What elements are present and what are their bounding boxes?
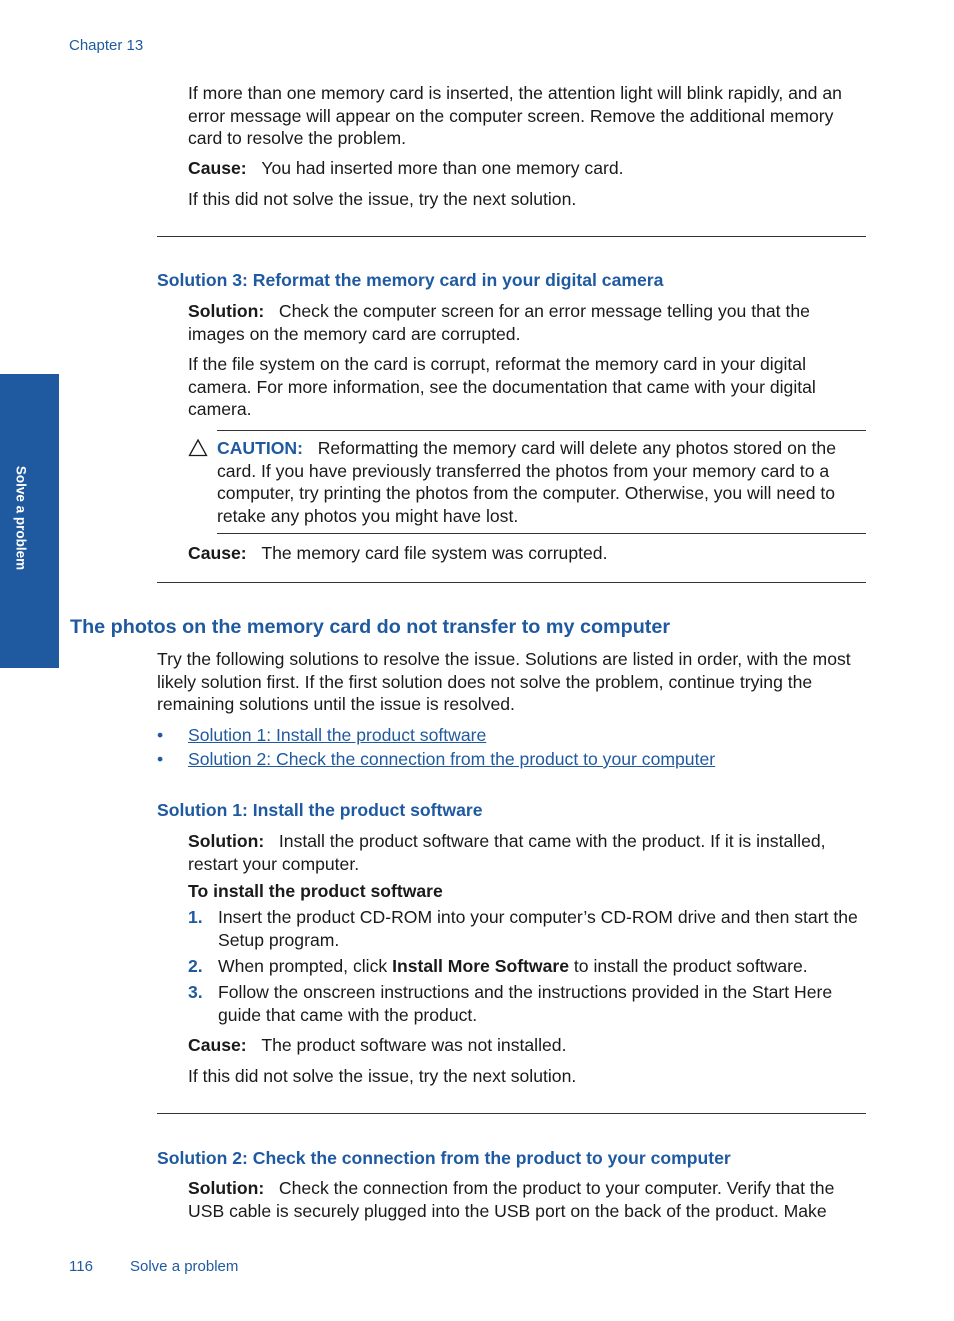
solution-text: Install the product software that came with the product. If it is installed, restart your computer. [188, 831, 826, 874]
cause-text: You had inserted more than one memory card. [261, 158, 624, 178]
caution-rule-top [217, 430, 866, 431]
step-text-pre: When prompted, click [218, 956, 393, 976]
link-solution-1[interactable]: Solution 1: Install the product software [188, 725, 487, 745]
caution-rule-bottom [217, 533, 866, 534]
cause-text: The memory card file system was corrupted. [261, 543, 608, 563]
chapter-header: Chapter 13 [69, 37, 144, 54]
bullet: • [157, 749, 164, 769]
link-solution-2[interactable]: Solution 2: Check the connection from the product to your computer [188, 749, 716, 769]
solution3-heading: Solution 3: Reformat the memory card in your digital camera [157, 270, 664, 290]
bullet: • [157, 725, 164, 745]
side-tab [0, 374, 59, 668]
solution-label: Solution: [188, 831, 265, 851]
solution1-next: If this did not solve the issue, try the next solution. [188, 1066, 577, 1086]
section-intro: Try the following solutions to resolve the issue. Solutions are listed in order, with the most likely solution first. If the first solution does not solve the problem, continue trying the remaining solutions until the issue is resolved. [157, 649, 851, 714]
solution-list-item [157, 748, 869, 771]
divider [157, 582, 866, 583]
solution-text: Check the connection from the product to your computer. Verify that the USB cable is securely plugged into the USB port on the back of the product. Make [188, 1178, 835, 1221]
solution2-heading: Solution 2: Check the connection from the product to your computer [157, 1148, 731, 1168]
solution-label: Solution: [188, 1178, 265, 1198]
cause-text: The product software was not installed. [261, 1035, 567, 1055]
procedure-step [188, 981, 868, 1026]
procedure-step [188, 955, 868, 978]
caution-note [217, 437, 869, 527]
solution3-cause [188, 542, 868, 565]
step-text: Insert the product CD-ROM into your computer’s CD-ROM drive and then start the Setup program. [218, 907, 858, 950]
solution-text: Check the computer screen for an error message telling you that the images on the memory card are corrupted. [188, 301, 810, 344]
footer-section: Solve a problem [130, 1258, 239, 1275]
intro-cause [188, 157, 868, 180]
caution-text: Reformatting the memory card will delete any photos stored on the card. If you have previously transferred the photos from your memory card to a computer, try printing the photos from the computer. Otherwise, you will need to retake any photos you might have lost. [217, 438, 836, 526]
solution-label: Solution: [188, 301, 265, 321]
section-heading: The photos on the memory card do not transfer to my computer [70, 616, 671, 638]
solution1-heading: Solution 1: Install the product software [157, 800, 483, 820]
intro-paragraph: If more than one memory card is inserted, the attention light will blink rapidly, and an error message will appear on the computer screen. Remove the additional memory card to resolve the problem. [188, 83, 842, 148]
step-text: Follow the onscreen instructions and the instructions provided in the Start Here guide that came with the product. [218, 982, 833, 1025]
solution1-cause [188, 1034, 868, 1057]
install-more-software-label: Install More Software [392, 956, 570, 976]
caution-label: CAUTION: [217, 438, 304, 458]
step-number: 1. [188, 907, 203, 927]
cause-label: Cause: [188, 1035, 247, 1055]
step-text [218, 955, 868, 978]
solution3-solution [188, 300, 868, 345]
solution1-solution [188, 830, 868, 875]
step-number: 3. [188, 982, 203, 1002]
warning-triangle-icon [188, 438, 208, 458]
solution3-paragraph: If the file system on the card is corrupt, reformat the memory card in your digital camera. For more information, see the documentation that came with your digital camera. [188, 354, 816, 419]
step-number: 2. [188, 956, 203, 976]
side-tab-label: Solve a problem [13, 465, 29, 571]
divider [157, 1113, 866, 1114]
divider [157, 236, 866, 237]
procedure-step [188, 906, 868, 951]
intro-next: If this did not solve the issue, try the next solution. [188, 189, 577, 209]
solution2-solution [188, 1177, 868, 1222]
cause-label: Cause: [188, 543, 247, 563]
procedure-title: To install the product software [188, 881, 443, 901]
step-text-post: to install the product software. [569, 956, 808, 976]
page-number: 116 [69, 1258, 93, 1275]
cause-label: Cause: [188, 158, 247, 178]
solution-list-item [157, 724, 869, 747]
